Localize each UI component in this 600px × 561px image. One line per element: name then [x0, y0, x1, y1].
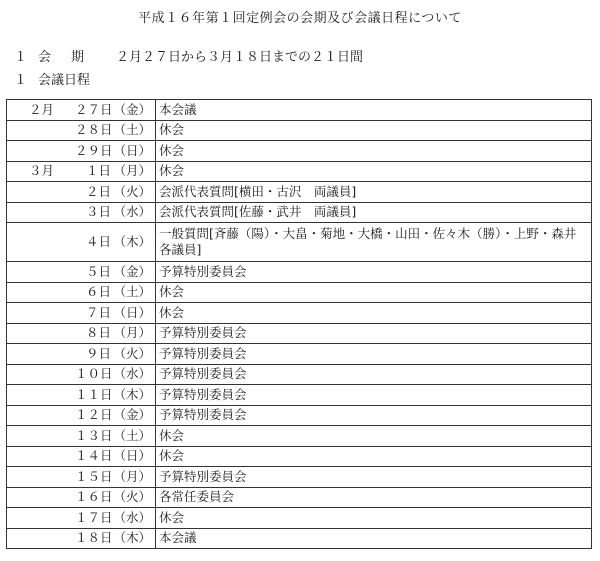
day: ２９日 — [75, 142, 113, 158]
schedule-heading-line — [14, 69, 90, 88]
date-cell — [7, 120, 156, 141]
day: １３日 — [75, 427, 113, 443]
day: ５日 — [85, 263, 111, 279]
agenda-cell: 会派代表質問[佐藤・武井 両議員] — [156, 202, 592, 223]
agenda-cell: 休会 — [156, 303, 592, 324]
weekday: （金） — [113, 101, 151, 117]
schedule-row — [7, 364, 592, 385]
date-cell — [7, 528, 156, 549]
day: ８日 — [85, 325, 111, 341]
date-cell — [7, 161, 156, 182]
weekday: （日） — [113, 304, 151, 320]
schedule-row — [7, 303, 592, 324]
agenda-cell: 会派代表質問[横田・古沢 両議員] — [156, 182, 592, 203]
schedule-row — [7, 487, 592, 508]
month: ２月 — [29, 101, 55, 117]
weekday: （日） — [113, 142, 151, 158]
weekday: （水） — [113, 366, 151, 382]
agenda-cell: 休会 — [156, 161, 592, 182]
weekday: （水） — [113, 509, 151, 525]
schedule-heading-number: １ — [14, 73, 28, 88]
date-cell — [7, 467, 156, 488]
weekday: （火） — [113, 183, 151, 199]
date-cell — [7, 202, 156, 223]
day: ３日 — [85, 204, 111, 220]
date-cell — [7, 385, 156, 406]
date-cell — [7, 344, 156, 365]
agenda-cell: 予算特別委員会 — [156, 364, 592, 385]
agenda-cell: 休会 — [156, 120, 592, 141]
schedule-row — [7, 405, 592, 426]
agenda-cell: 休会 — [156, 508, 592, 529]
weekday: （木） — [113, 386, 151, 402]
schedule-row — [7, 100, 592, 121]
weekday: （日） — [113, 448, 151, 464]
date-cell — [7, 182, 156, 203]
weekday: （火） — [113, 489, 151, 505]
schedule-row — [7, 141, 592, 162]
day: １２日 — [75, 407, 113, 423]
schedule-row — [7, 282, 592, 303]
weekday: （月） — [113, 468, 151, 484]
day: １１日 — [75, 386, 113, 402]
weekday: （月） — [113, 325, 151, 341]
schedule-heading-label: 会議日程 — [38, 73, 91, 88]
agenda-cell: 休会 — [156, 426, 592, 447]
date-cell — [7, 508, 156, 529]
schedule-row — [7, 385, 592, 406]
schedule-row — [7, 161, 592, 182]
weekday: （土） — [113, 122, 151, 138]
day: ２日 — [85, 183, 111, 199]
agenda-cell: 予算特別委員会 — [156, 344, 592, 365]
date-cell — [7, 446, 156, 467]
day: ４日 — [85, 234, 111, 249]
session-number: １ — [14, 50, 28, 65]
session-period-line — [14, 46, 363, 65]
schedule-row — [7, 223, 592, 262]
schedule-row — [7, 182, 592, 203]
session-label: 会期 — [38, 50, 105, 65]
day: １８日 — [75, 530, 113, 546]
weekday: （月） — [113, 163, 151, 179]
day: ２８日 — [75, 122, 113, 138]
agenda-cell: 本会議 — [156, 100, 592, 121]
date-cell — [7, 100, 156, 121]
date-cell — [7, 282, 156, 303]
schedule-row — [7, 467, 592, 488]
weekday: （水） — [113, 204, 151, 220]
day: １４日 — [75, 448, 113, 464]
date-cell — [7, 405, 156, 426]
weekday: （木） — [113, 234, 151, 249]
document-title: 平成１６年第１回定例会の会期及び会議日程について — [138, 11, 462, 26]
weekday: （金） — [113, 407, 151, 423]
day: ９日 — [85, 345, 111, 361]
schedule-row — [7, 528, 592, 549]
date-cell — [7, 141, 156, 162]
agenda-cell: 予算特別委員会 — [156, 405, 592, 426]
schedule-row — [7, 262, 592, 283]
day: １０日 — [75, 366, 113, 382]
schedule-table — [6, 99, 592, 549]
schedule-row — [7, 120, 592, 141]
day: ２７日 — [75, 101, 113, 117]
schedule-row — [7, 508, 592, 529]
agenda-cell: 予算特別委員会 — [156, 385, 592, 406]
schedule-row — [7, 202, 592, 223]
date-cell — [7, 487, 156, 508]
agenda-cell: 本会議 — [156, 528, 592, 549]
day: １日 — [85, 163, 111, 179]
day: １６日 — [75, 489, 113, 505]
weekday: （土） — [113, 284, 151, 300]
agenda-cell: 休会 — [156, 141, 592, 162]
schedule-row — [7, 446, 592, 467]
agenda-cell: 各常任委員会 — [156, 487, 592, 508]
weekday: （土） — [113, 427, 151, 443]
date-cell — [7, 426, 156, 447]
weekday: （金） — [113, 263, 151, 279]
agenda-cell: 休会 — [156, 282, 592, 303]
agenda-cell: 予算特別委員会 — [156, 467, 592, 488]
day: １７日 — [75, 509, 113, 525]
date-cell — [7, 364, 156, 385]
day: ６日 — [85, 284, 111, 300]
agenda-cell: 一般質問[斉藤（陽）・大畠・菊地・大橋・山田・佐々木（勝）・上野・森井 各議員] — [156, 223, 592, 262]
date-cell — [7, 323, 156, 344]
session-description: ２月２７日から３月１８日までの２１日間 — [116, 50, 364, 65]
date-cell — [7, 223, 156, 262]
schedule-row — [7, 323, 592, 344]
weekday: （木） — [113, 530, 151, 546]
weekday: （火） — [113, 345, 151, 361]
day: ７日 — [85, 304, 111, 320]
date-cell — [7, 303, 156, 324]
agenda-cell: 休会 — [156, 446, 592, 467]
schedule-row — [7, 344, 592, 365]
agenda-cell: 予算特別委員会 — [156, 323, 592, 344]
schedule-row — [7, 426, 592, 447]
agenda-cell: 予算特別委員会 — [156, 262, 592, 283]
date-cell — [7, 262, 156, 283]
month: ３月 — [29, 163, 55, 179]
day: １５日 — [75, 468, 113, 484]
